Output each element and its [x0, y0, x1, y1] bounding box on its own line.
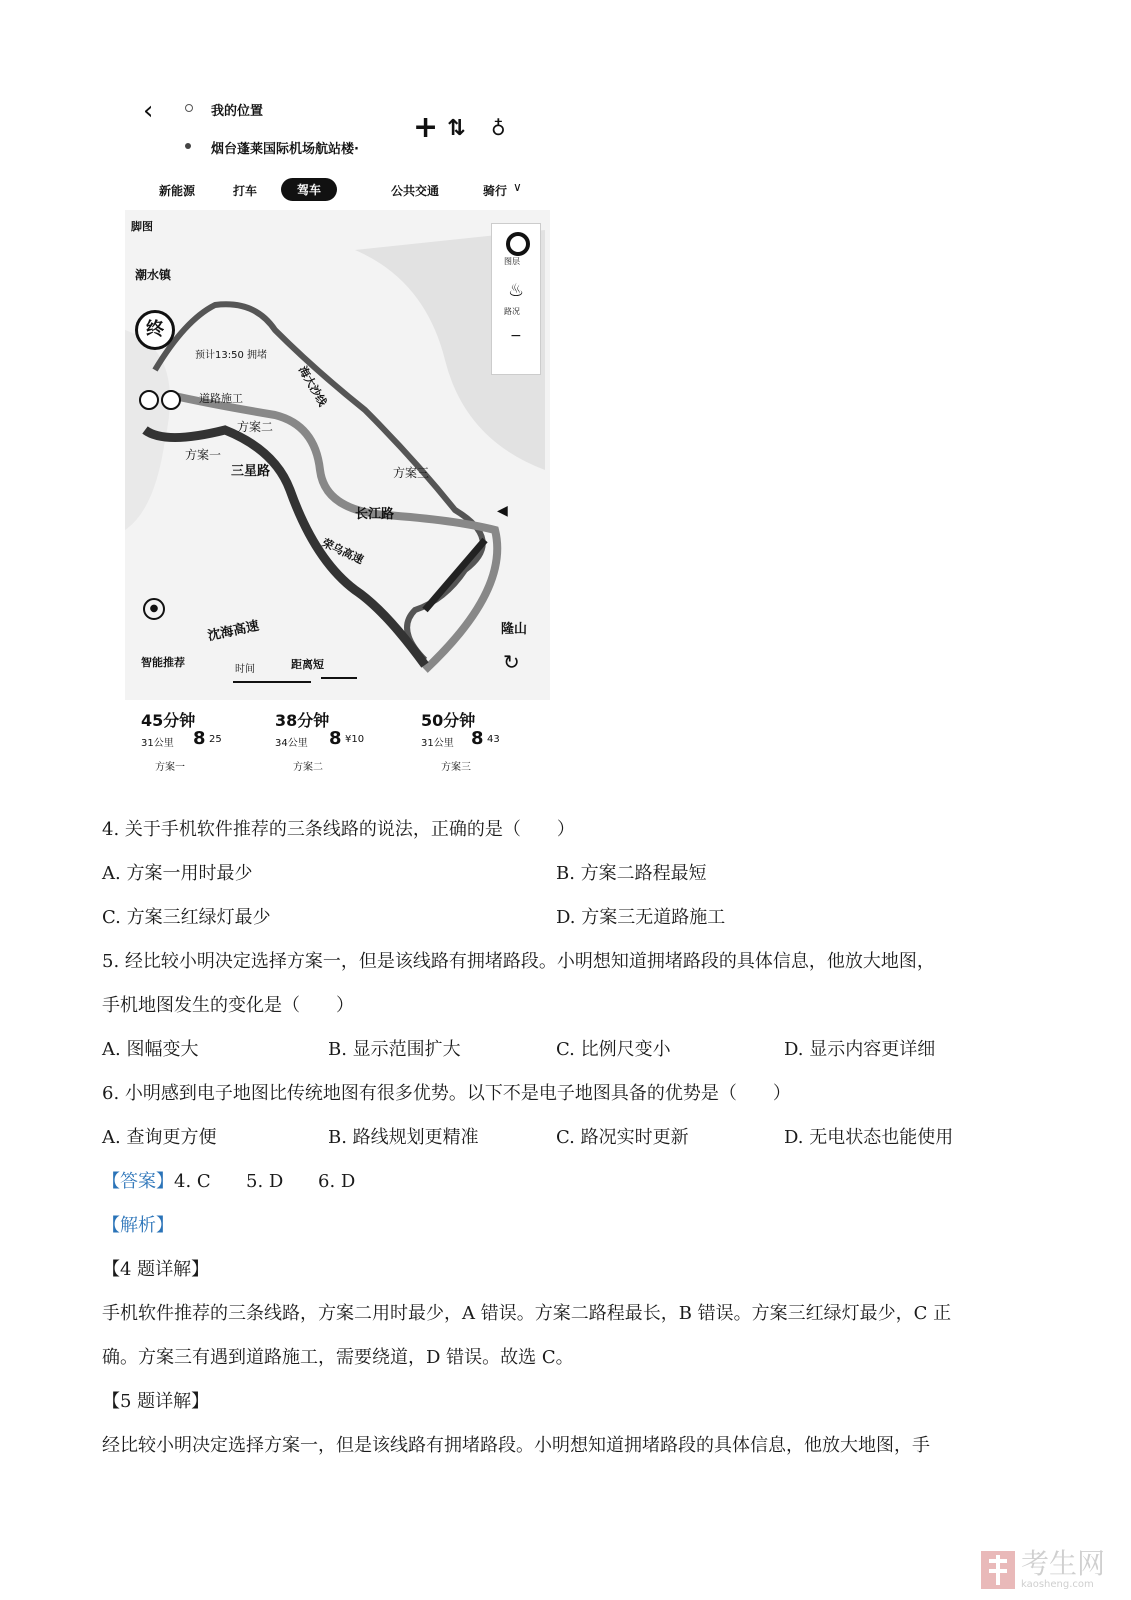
road-right-label: 海大沙线: [295, 363, 330, 409]
back-arrow-icon[interactable]: ‹: [143, 96, 154, 126]
zoom-out-icon[interactable]: −: [510, 328, 522, 344]
q4-detail-title: 【4 题详解】: [102, 1259, 210, 1280]
refresh-icon[interactable]: ↻: [503, 650, 520, 674]
tab-drive[interactable]: 驾车: [281, 178, 337, 201]
answer-4: 4. C: [174, 1171, 211, 1192]
route-distance: 31公里: [141, 738, 174, 749]
q5-option-b: B. 显示范围扩大: [328, 1039, 461, 1060]
traffic-label: 路况: [504, 307, 520, 316]
divider: [233, 681, 311, 683]
start-arrow-icon: ◀: [497, 503, 508, 519]
answer-section: [102, 1170, 355, 1194]
route-name: 方案一: [155, 762, 185, 773]
watermark-name: 考生网: [1020, 1547, 1105, 1580]
q6-option-d: D. 无电状态也能使用: [784, 1127, 954, 1148]
route-3-label: 方案三: [393, 466, 430, 480]
tab-cycling[interactable]: 骑行: [483, 184, 508, 198]
tab-taxi[interactable]: 打车: [233, 184, 258, 198]
construction-icon: [161, 390, 181, 410]
analysis-tag: 【解析】: [102, 1215, 174, 1236]
route-time: 50分钟: [421, 711, 476, 730]
smart-recommend-label[interactable]: 智能推荐: [141, 656, 185, 669]
route-2-label: 方案二: [237, 420, 274, 434]
traffic-icon[interactable]: ♨: [508, 280, 525, 301]
watermark-logo-icon: [981, 1551, 1015, 1589]
layers-label: 图层: [504, 257, 520, 266]
answer-tag: 【答案】: [102, 1171, 174, 1192]
voice-icon[interactable]: ♁: [491, 116, 506, 140]
q5-option-c: C. 比例尺变小: [556, 1039, 671, 1060]
route-name: 方案三: [441, 762, 471, 773]
end-marker-icon: 终: [135, 310, 175, 350]
q5-detail-line1: 经比较小明决定选择方案一，但是该线路有拥堵路段。小明想知道拥堵路段的具体信息，他放大地图，手: [102, 1435, 930, 1456]
traffic-light-count: 43: [487, 734, 500, 745]
route-name: 方案二: [293, 762, 323, 773]
route-map-screenshot: [125, 88, 550, 788]
q5-option-d: D. 显示内容更详细: [784, 1039, 936, 1060]
answer-6: 6. D: [318, 1171, 356, 1192]
q4-option-a: A. 方案一用时最少: [102, 863, 253, 884]
sort-tab-distance[interactable]: 距离短: [291, 658, 324, 671]
route-distance: 34公里: [275, 738, 308, 749]
route-card-2[interactable]: [275, 706, 395, 786]
road-sanshan-label: 三星路: [231, 464, 271, 479]
tab-new-energy[interactable]: 新能源: [159, 184, 196, 198]
traffic-light-icon: 8: [471, 728, 484, 749]
q4-detail-line1: 手机软件推荐的三条线路，方案二用时最少，A 错误。方案二路程最长，B 错误。方案三红绿灯最少，C 正: [102, 1303, 952, 1324]
destination-label[interactable]: 烟台蓬莱国际机场航站楼·: [211, 142, 359, 157]
road-changjiang-label: 长江路: [355, 507, 395, 522]
route-1-label: 方案一: [185, 448, 222, 462]
route-card-3[interactable]: [421, 706, 531, 786]
map-corner-label: 脚图: [131, 220, 153, 233]
q5-detail-title: 【5 题详解】: [102, 1391, 210, 1412]
q6-option-a: A. 查询更方便: [102, 1127, 217, 1148]
start-dot-icon: [185, 104, 193, 112]
watermark-site: kaosheng.com: [1020, 1579, 1094, 1590]
route-time: 45分钟: [141, 711, 196, 730]
q6-option-b: B. 路线规划更精准: [328, 1127, 479, 1148]
tab-public-transit[interactable]: 公共交通: [391, 184, 440, 198]
watermark: [981, 1549, 1105, 1590]
congestion-label: 预计13:50 拥堵: [195, 350, 267, 361]
traffic-light-icon: 8: [193, 728, 206, 749]
q4-detail-line2: 确。方案三有遇到道路施工，需要绕道，D 错误。故选 C。: [102, 1347, 574, 1368]
construction-icon: [139, 390, 159, 410]
sort-tab-time[interactable]: 时间: [235, 664, 255, 675]
question-6-stem: 6. 小明感到电子地图比传统地图有很多优势。以下不是电子地图具备的优势是（ ）: [102, 1083, 791, 1104]
map-layer-panel: [491, 223, 541, 375]
chevron-down-icon[interactable]: ∨: [513, 180, 522, 194]
q5-option-a: A. 图幅变大: [102, 1039, 199, 1060]
q4-option-c: C. 方案三红绿灯最少: [102, 907, 271, 928]
start-location-label[interactable]: 我的位置: [211, 104, 264, 119]
q4-option-d: D. 方案三无道路施工: [556, 907, 726, 928]
question-4-stem: 4. 关于手机软件推荐的三条线路的说法，正确的是（ ）: [102, 819, 575, 840]
divider: [321, 677, 357, 679]
add-stop-icon[interactable]: +: [413, 110, 439, 145]
swap-route-icon[interactable]: ⇅: [447, 116, 466, 141]
town-label: 潮水镇: [135, 268, 172, 282]
answer-5: 5. D: [246, 1171, 284, 1192]
locate-icon[interactable]: ●: [143, 598, 165, 620]
construction-label: 道路施工: [199, 392, 243, 405]
q4-option-b: B. 方案二路程最短: [556, 863, 707, 884]
question-5-stem: 5. 经比较小明决定选择方案一，但是该线路有拥堵路段。小明想知道拥堵路段的具体信息，他放大地图，: [102, 951, 935, 972]
expressway-label: 沈海高速: [206, 618, 261, 645]
end-dot-icon: [185, 143, 191, 149]
traffic-light-count: 25: [209, 734, 222, 745]
route-card-1[interactable]: [141, 706, 251, 786]
layers-icon[interactable]: [506, 232, 530, 256]
q6-option-c: C. 路况实时更新: [556, 1127, 689, 1148]
route-time: 38分钟: [275, 711, 330, 730]
road-bottom-label: 荣乌高速: [320, 536, 366, 567]
traffic-light-icon: 8: [329, 728, 342, 749]
question-5-stem-cont: 手机地图发生的变化是（ ）: [102, 995, 354, 1016]
traffic-light-count: ¥10: [345, 734, 365, 745]
mountain-label: 隆山: [501, 622, 528, 637]
route-distance: 31公里: [421, 738, 454, 749]
